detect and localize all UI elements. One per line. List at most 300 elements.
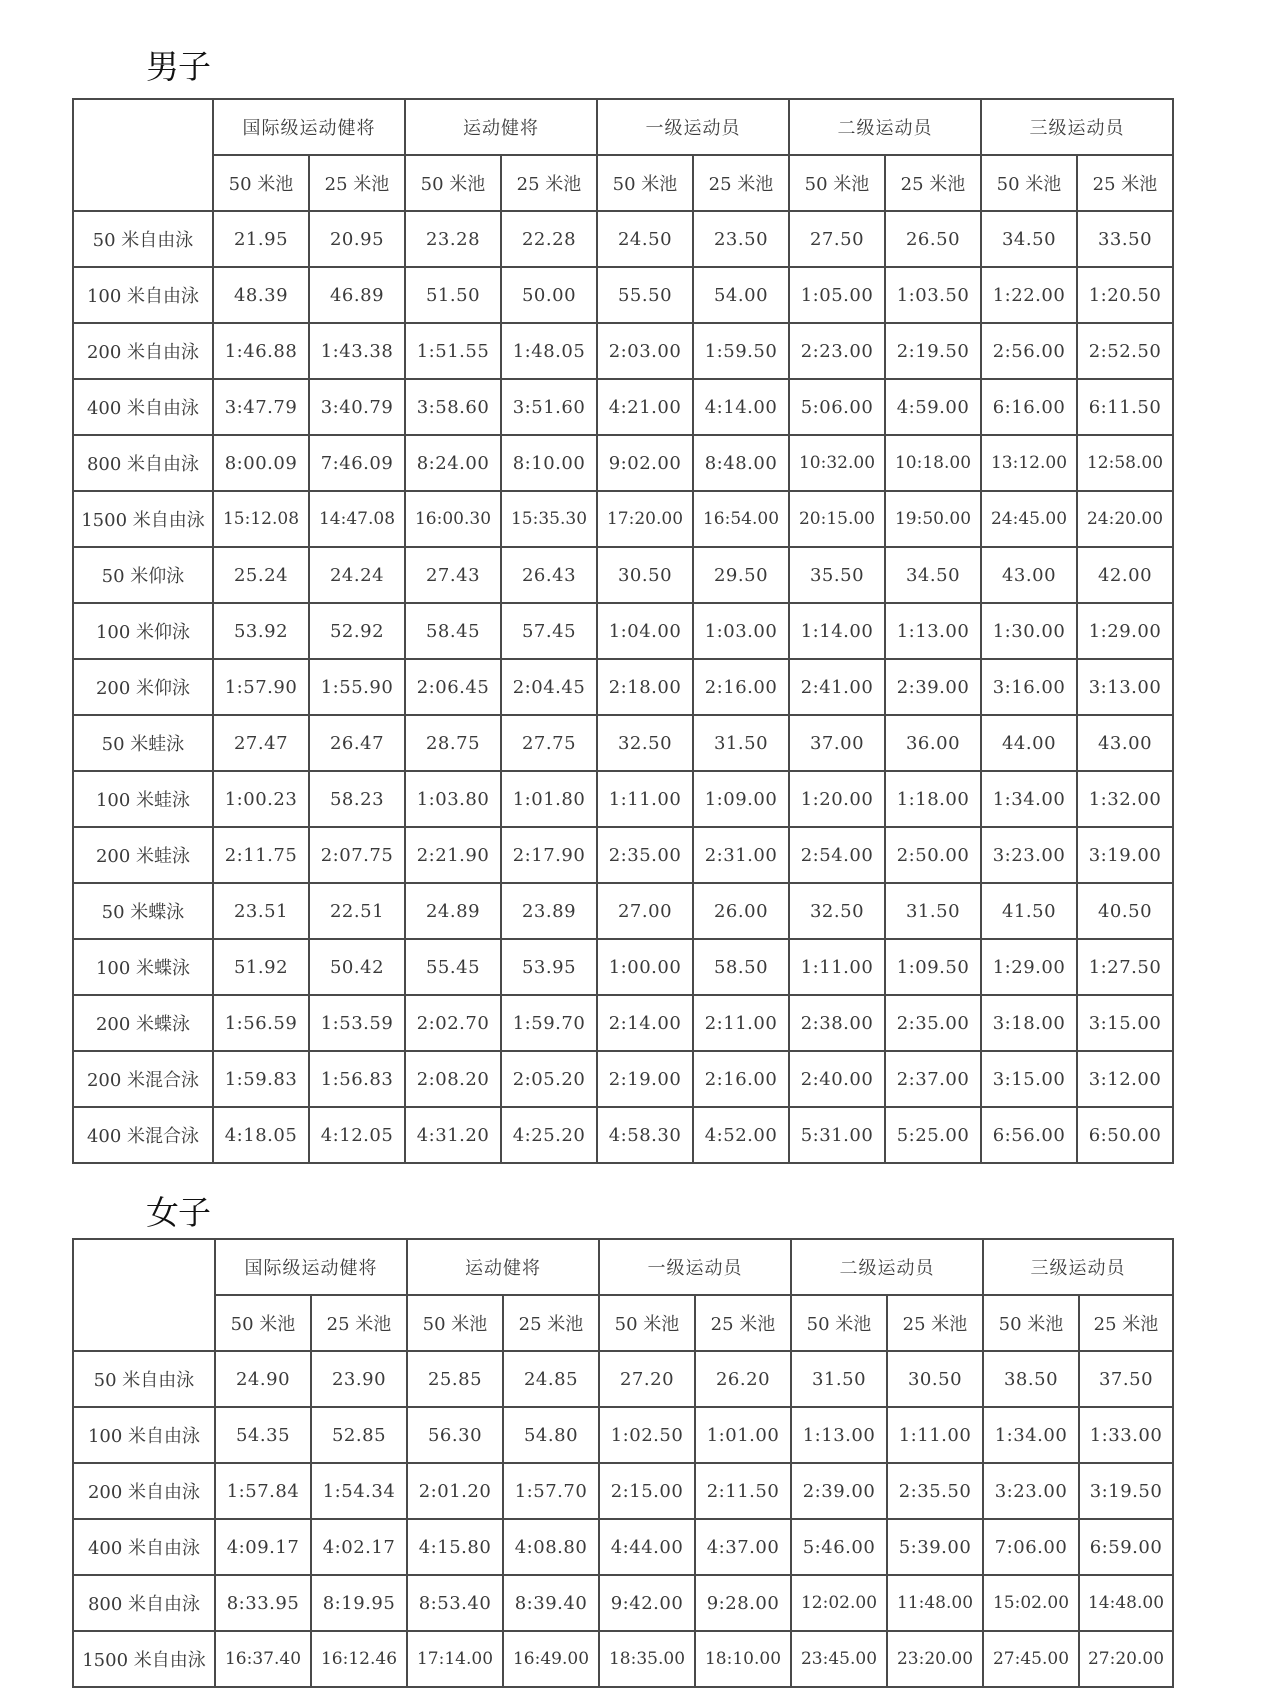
time-cell: 1:34.00 bbox=[981, 771, 1077, 827]
time-cell: 4:08.80 bbox=[503, 1519, 599, 1575]
time-cell: 1:04.00 bbox=[597, 603, 693, 659]
time-cell: 2:37.00 bbox=[885, 1051, 981, 1107]
level-header: 运动健将 bbox=[407, 1239, 599, 1295]
time-cell: 55.50 bbox=[597, 267, 693, 323]
time-cell: 1:01.00 bbox=[695, 1407, 791, 1463]
time-cell: 2:04.45 bbox=[501, 659, 597, 715]
time-cell: 22.28 bbox=[501, 211, 597, 267]
event-name-cell: 400 米混合泳 bbox=[73, 1107, 213, 1163]
time-cell: 2:31.00 bbox=[693, 827, 789, 883]
time-cell: 2:56.00 bbox=[981, 323, 1077, 379]
time-cell: 15:02.00 bbox=[983, 1575, 1079, 1631]
time-cell: 20.95 bbox=[309, 211, 405, 267]
table-row bbox=[73, 995, 1173, 1051]
time-cell: 2:15.00 bbox=[599, 1463, 695, 1519]
time-cell: 27.75 bbox=[501, 715, 597, 771]
time-cell: 6:11.50 bbox=[1077, 379, 1173, 435]
time-cell: 24.24 bbox=[309, 547, 405, 603]
time-cell: 3:23.00 bbox=[981, 827, 1077, 883]
time-cell: 55.45 bbox=[405, 939, 501, 995]
time-cell: 4:21.00 bbox=[597, 379, 693, 435]
time-cell: 2:14.00 bbox=[597, 995, 693, 1051]
time-cell: 4:44.00 bbox=[599, 1519, 695, 1575]
time-cell: 3:47.79 bbox=[213, 379, 309, 435]
time-cell: 37.50 bbox=[1079, 1351, 1173, 1407]
time-cell: 1:48.05 bbox=[501, 323, 597, 379]
time-cell: 18:10.00 bbox=[695, 1631, 791, 1687]
level-header-row bbox=[73, 99, 1173, 155]
time-cell: 17:14.00 bbox=[407, 1631, 503, 1687]
event-name-cell: 100 米蛙泳 bbox=[73, 771, 213, 827]
time-cell: 20:15.00 bbox=[789, 491, 885, 547]
time-cell: 18:35.00 bbox=[599, 1631, 695, 1687]
event-name-cell: 1500 米自由泳 bbox=[73, 491, 213, 547]
time-cell: 2:11.50 bbox=[695, 1463, 791, 1519]
table-row bbox=[73, 211, 1173, 267]
time-cell: 1:11.00 bbox=[789, 939, 885, 995]
time-cell: 24.89 bbox=[405, 883, 501, 939]
time-cell: 23.50 bbox=[693, 211, 789, 267]
time-cell: 32.50 bbox=[789, 883, 885, 939]
time-cell: 27.00 bbox=[597, 883, 693, 939]
time-cell: 31.50 bbox=[885, 883, 981, 939]
time-cell: 1:05.00 bbox=[789, 267, 885, 323]
table-row bbox=[73, 1631, 1173, 1687]
time-cell: 16:00.30 bbox=[405, 491, 501, 547]
table-row bbox=[73, 1407, 1173, 1463]
time-cell: 9:28.00 bbox=[695, 1575, 791, 1631]
time-cell: 2:41.00 bbox=[789, 659, 885, 715]
time-cell: 3:16.00 bbox=[981, 659, 1077, 715]
time-cell: 4:15.80 bbox=[407, 1519, 503, 1575]
time-cell: 1:57.84 bbox=[215, 1463, 311, 1519]
time-cell: 6:56.00 bbox=[981, 1107, 1077, 1163]
time-cell: 8:19.95 bbox=[311, 1575, 407, 1631]
time-cell: 1:53.59 bbox=[309, 995, 405, 1051]
level-header: 二级运动员 bbox=[789, 99, 981, 155]
table-row bbox=[73, 715, 1173, 771]
table-row bbox=[73, 491, 1173, 547]
time-cell: 9:02.00 bbox=[597, 435, 693, 491]
corner-cell bbox=[73, 99, 213, 211]
time-cell: 5:06.00 bbox=[789, 379, 885, 435]
time-cell: 2:05.20 bbox=[501, 1051, 597, 1107]
pool-header: 50 米池 bbox=[597, 155, 693, 211]
time-cell: 3:23.00 bbox=[983, 1463, 1079, 1519]
pool-header: 25 米池 bbox=[885, 155, 981, 211]
time-cell: 33.50 bbox=[1077, 211, 1173, 267]
event-name-cell: 100 米自由泳 bbox=[73, 1407, 215, 1463]
time-cell: 41.50 bbox=[981, 883, 1077, 939]
time-cell: 3:15.00 bbox=[1077, 995, 1173, 1051]
time-cell: 26.47 bbox=[309, 715, 405, 771]
table-row bbox=[73, 1519, 1173, 1575]
time-cell: 1:18.00 bbox=[885, 771, 981, 827]
time-cell: 54.80 bbox=[503, 1407, 599, 1463]
time-cell: 14:48.00 bbox=[1079, 1575, 1173, 1631]
time-cell: 3:13.00 bbox=[1077, 659, 1173, 715]
time-cell: 34.50 bbox=[885, 547, 981, 603]
time-cell: 2:35.00 bbox=[885, 995, 981, 1051]
time-cell: 1:11.00 bbox=[597, 771, 693, 827]
time-cell: 27:20.00 bbox=[1079, 1631, 1173, 1687]
time-cell: 1:30.00 bbox=[981, 603, 1077, 659]
time-cell: 42.00 bbox=[1077, 547, 1173, 603]
time-cell: 50.00 bbox=[501, 267, 597, 323]
event-name-cell: 200 米蛙泳 bbox=[73, 827, 213, 883]
time-cell: 4:02.17 bbox=[311, 1519, 407, 1575]
pool-header: 25 米池 bbox=[887, 1295, 983, 1351]
table-row bbox=[73, 1107, 1173, 1163]
time-cell: 22.51 bbox=[309, 883, 405, 939]
time-cell: 6:50.00 bbox=[1077, 1107, 1173, 1163]
time-cell: 2:21.90 bbox=[405, 827, 501, 883]
table-row bbox=[73, 659, 1173, 715]
time-cell: 2:19.50 bbox=[885, 323, 981, 379]
time-cell: 48.39 bbox=[213, 267, 309, 323]
table-row bbox=[73, 1463, 1173, 1519]
time-cell: 29.50 bbox=[693, 547, 789, 603]
time-cell: 2:03.00 bbox=[597, 323, 693, 379]
time-cell: 1:00.00 bbox=[597, 939, 693, 995]
time-cell: 15:35.30 bbox=[501, 491, 597, 547]
time-cell: 2:35.50 bbox=[887, 1463, 983, 1519]
time-cell: 35.50 bbox=[789, 547, 885, 603]
time-cell: 53.95 bbox=[501, 939, 597, 995]
time-cell: 51.50 bbox=[405, 267, 501, 323]
time-cell: 5:39.00 bbox=[887, 1519, 983, 1575]
time-cell: 30.50 bbox=[887, 1351, 983, 1407]
time-cell: 1:09.50 bbox=[885, 939, 981, 995]
table-row bbox=[73, 603, 1173, 659]
pool-header: 50 米池 bbox=[215, 1295, 311, 1351]
time-cell: 23.90 bbox=[311, 1351, 407, 1407]
time-cell: 13:12.00 bbox=[981, 435, 1077, 491]
time-cell: 1:27.50 bbox=[1077, 939, 1173, 995]
time-cell: 3:19.00 bbox=[1077, 827, 1173, 883]
time-cell: 15:12.08 bbox=[213, 491, 309, 547]
time-cell: 2:23.00 bbox=[789, 323, 885, 379]
time-cell: 1:00.23 bbox=[213, 771, 309, 827]
time-cell: 50.42 bbox=[309, 939, 405, 995]
time-cell: 2:18.00 bbox=[597, 659, 693, 715]
time-cell: 2:35.00 bbox=[597, 827, 693, 883]
event-name-cell: 200 米蝶泳 bbox=[73, 995, 213, 1051]
time-cell: 1:59.50 bbox=[693, 323, 789, 379]
time-cell: 1:46.88 bbox=[213, 323, 309, 379]
time-cell: 2:07.75 bbox=[309, 827, 405, 883]
time-cell: 2:06.45 bbox=[405, 659, 501, 715]
time-cell: 6:59.00 bbox=[1079, 1519, 1173, 1575]
pool-header-row bbox=[73, 155, 1173, 211]
time-cell: 5:25.00 bbox=[885, 1107, 981, 1163]
time-cell: 4:37.00 bbox=[695, 1519, 791, 1575]
time-cell: 1:56.59 bbox=[213, 995, 309, 1051]
men-standards-table bbox=[72, 98, 1174, 1164]
table-row bbox=[73, 267, 1173, 323]
time-cell: 4:09.17 bbox=[215, 1519, 311, 1575]
time-cell: 2:01.20 bbox=[407, 1463, 503, 1519]
time-cell: 23:45.00 bbox=[791, 1631, 887, 1687]
time-cell: 2:08.20 bbox=[405, 1051, 501, 1107]
time-cell: 1:20.50 bbox=[1077, 267, 1173, 323]
level-header: 运动健将 bbox=[405, 99, 597, 155]
time-cell: 1:29.00 bbox=[1077, 603, 1173, 659]
time-cell: 16:37.40 bbox=[215, 1631, 311, 1687]
event-name-cell: 100 米自由泳 bbox=[73, 267, 213, 323]
pool-header: 25 米池 bbox=[693, 155, 789, 211]
event-name-cell: 50 米自由泳 bbox=[73, 211, 213, 267]
pool-header: 50 米池 bbox=[789, 155, 885, 211]
time-cell: 8:48.00 bbox=[693, 435, 789, 491]
time-cell: 58.45 bbox=[405, 603, 501, 659]
time-cell: 23.89 bbox=[501, 883, 597, 939]
time-cell: 30.50 bbox=[597, 547, 693, 603]
event-name-cell: 200 米仰泳 bbox=[73, 659, 213, 715]
time-cell: 10:18.00 bbox=[885, 435, 981, 491]
time-cell: 1:32.00 bbox=[1077, 771, 1173, 827]
pool-header: 25 米池 bbox=[695, 1295, 791, 1351]
time-cell: 3:18.00 bbox=[981, 995, 1077, 1051]
time-cell: 16:49.00 bbox=[503, 1631, 599, 1687]
time-cell: 5:31.00 bbox=[789, 1107, 885, 1163]
table-row bbox=[73, 771, 1173, 827]
time-cell: 1:57.90 bbox=[213, 659, 309, 715]
event-name-cell: 50 米仰泳 bbox=[73, 547, 213, 603]
time-cell: 4:52.00 bbox=[693, 1107, 789, 1163]
time-cell: 2:50.00 bbox=[885, 827, 981, 883]
time-cell: 1:33.00 bbox=[1079, 1407, 1173, 1463]
time-cell: 4:18.05 bbox=[213, 1107, 309, 1163]
pool-header: 50 米池 bbox=[983, 1295, 1079, 1351]
time-cell: 8:10.00 bbox=[501, 435, 597, 491]
time-cell: 36.00 bbox=[885, 715, 981, 771]
time-cell: 2:17.90 bbox=[501, 827, 597, 883]
time-cell: 28.75 bbox=[405, 715, 501, 771]
pool-header: 50 米池 bbox=[405, 155, 501, 211]
time-cell: 1:20.00 bbox=[789, 771, 885, 827]
time-cell: 26.50 bbox=[885, 211, 981, 267]
time-cell: 8:33.95 bbox=[215, 1575, 311, 1631]
time-cell: 38.50 bbox=[983, 1351, 1079, 1407]
event-name-cell: 400 米自由泳 bbox=[73, 379, 213, 435]
time-cell: 10:32.00 bbox=[789, 435, 885, 491]
level-header: 三级运动员 bbox=[981, 99, 1173, 155]
time-cell: 37.00 bbox=[789, 715, 885, 771]
time-cell: 56.30 bbox=[407, 1407, 503, 1463]
pool-header: 25 米池 bbox=[309, 155, 405, 211]
time-cell: 26.43 bbox=[501, 547, 597, 603]
time-cell: 1:09.00 bbox=[693, 771, 789, 827]
time-cell: 58.50 bbox=[693, 939, 789, 995]
time-cell: 16:54.00 bbox=[693, 491, 789, 547]
time-cell: 51.92 bbox=[213, 939, 309, 995]
level-header: 一级运动员 bbox=[597, 99, 789, 155]
time-cell: 3:58.60 bbox=[405, 379, 501, 435]
time-cell: 1:55.90 bbox=[309, 659, 405, 715]
time-cell: 4:31.20 bbox=[405, 1107, 501, 1163]
event-name-cell: 200 米自由泳 bbox=[73, 323, 213, 379]
time-cell: 1:02.50 bbox=[599, 1407, 695, 1463]
time-cell: 19:50.00 bbox=[885, 491, 981, 547]
pool-header: 25 米池 bbox=[503, 1295, 599, 1351]
event-name-cell: 50 米自由泳 bbox=[73, 1351, 215, 1407]
time-cell: 43.00 bbox=[981, 547, 1077, 603]
event-name-cell: 200 米自由泳 bbox=[73, 1463, 215, 1519]
table-row bbox=[73, 883, 1173, 939]
pool-header: 25 米池 bbox=[311, 1295, 407, 1351]
time-cell: 32.50 bbox=[597, 715, 693, 771]
time-cell: 31.50 bbox=[693, 715, 789, 771]
time-cell: 57.45 bbox=[501, 603, 597, 659]
time-cell: 9:42.00 bbox=[599, 1575, 695, 1631]
time-cell: 24:45.00 bbox=[981, 491, 1077, 547]
time-cell: 44.00 bbox=[981, 715, 1077, 771]
level-header: 国际级运动健将 bbox=[215, 1239, 407, 1295]
time-cell: 2:40.00 bbox=[789, 1051, 885, 1107]
level-header: 三级运动员 bbox=[983, 1239, 1173, 1295]
time-cell: 23:20.00 bbox=[887, 1631, 983, 1687]
level-header: 一级运动员 bbox=[599, 1239, 791, 1295]
time-cell: 23.28 bbox=[405, 211, 501, 267]
pool-header: 25 米池 bbox=[1077, 155, 1173, 211]
time-cell: 54.35 bbox=[215, 1407, 311, 1463]
time-cell: 24.85 bbox=[503, 1351, 599, 1407]
time-cell: 1:01.80 bbox=[501, 771, 597, 827]
time-cell: 3:19.50 bbox=[1079, 1463, 1173, 1519]
time-cell: 2:16.00 bbox=[693, 659, 789, 715]
time-cell: 4:25.20 bbox=[501, 1107, 597, 1163]
women-section-title: 女子 bbox=[146, 1193, 210, 1232]
time-cell: 58.23 bbox=[309, 771, 405, 827]
time-cell: 1:43.38 bbox=[309, 323, 405, 379]
men-section-title: 男子 bbox=[146, 47, 210, 86]
pool-header: 50 米池 bbox=[791, 1295, 887, 1351]
time-cell: 3:15.00 bbox=[981, 1051, 1077, 1107]
time-cell: 52.92 bbox=[309, 603, 405, 659]
event-name-cell: 800 米自由泳 bbox=[73, 1575, 215, 1631]
time-cell: 1:54.34 bbox=[311, 1463, 407, 1519]
time-cell: 27.43 bbox=[405, 547, 501, 603]
time-cell: 27:45.00 bbox=[983, 1631, 1079, 1687]
corner-cell bbox=[73, 1239, 215, 1351]
time-cell: 1:11.00 bbox=[887, 1407, 983, 1463]
time-cell: 7:46.09 bbox=[309, 435, 405, 491]
time-cell: 14:47.08 bbox=[309, 491, 405, 547]
event-name-cell: 1500 米自由泳 bbox=[73, 1631, 215, 1687]
time-cell: 8:53.40 bbox=[407, 1575, 503, 1631]
level-header-row bbox=[73, 1239, 1173, 1295]
time-cell: 54.00 bbox=[693, 267, 789, 323]
time-cell: 8:39.40 bbox=[503, 1575, 599, 1631]
time-cell: 8:00.09 bbox=[213, 435, 309, 491]
table-row bbox=[73, 547, 1173, 603]
time-cell: 1:57.70 bbox=[503, 1463, 599, 1519]
time-cell: 2:19.00 bbox=[597, 1051, 693, 1107]
time-cell: 1:59.70 bbox=[501, 995, 597, 1051]
time-cell: 3:12.00 bbox=[1077, 1051, 1173, 1107]
time-cell: 1:51.55 bbox=[405, 323, 501, 379]
pool-header: 50 米池 bbox=[213, 155, 309, 211]
time-cell: 4:58.30 bbox=[597, 1107, 693, 1163]
time-cell: 3:40.79 bbox=[309, 379, 405, 435]
time-cell: 7:06.00 bbox=[983, 1519, 1079, 1575]
time-cell: 2:11.75 bbox=[213, 827, 309, 883]
time-cell: 21.95 bbox=[213, 211, 309, 267]
time-cell: 1:03.00 bbox=[693, 603, 789, 659]
level-header: 二级运动员 bbox=[791, 1239, 983, 1295]
pool-header: 50 米池 bbox=[407, 1295, 503, 1351]
time-cell: 40.50 bbox=[1077, 883, 1173, 939]
time-cell: 2:39.00 bbox=[791, 1463, 887, 1519]
time-cell: 16:12.46 bbox=[311, 1631, 407, 1687]
time-cell: 4:14.00 bbox=[693, 379, 789, 435]
time-cell: 26.00 bbox=[693, 883, 789, 939]
time-cell: 27.50 bbox=[789, 211, 885, 267]
time-cell: 6:16.00 bbox=[981, 379, 1077, 435]
table-row bbox=[73, 827, 1173, 883]
table-row bbox=[73, 1051, 1173, 1107]
time-cell: 12:02.00 bbox=[791, 1575, 887, 1631]
time-cell: 27.20 bbox=[599, 1351, 695, 1407]
time-cell: 31.50 bbox=[791, 1351, 887, 1407]
time-cell: 24.50 bbox=[597, 211, 693, 267]
time-cell: 1:03.80 bbox=[405, 771, 501, 827]
table-row bbox=[73, 435, 1173, 491]
time-cell: 4:12.05 bbox=[309, 1107, 405, 1163]
table-row bbox=[73, 939, 1173, 995]
time-cell: 24.90 bbox=[215, 1351, 311, 1407]
time-cell: 1:13.00 bbox=[791, 1407, 887, 1463]
time-cell: 53.92 bbox=[213, 603, 309, 659]
table-row bbox=[73, 1575, 1173, 1631]
time-cell: 27.47 bbox=[213, 715, 309, 771]
time-cell: 1:13.00 bbox=[885, 603, 981, 659]
time-cell: 1:03.50 bbox=[885, 267, 981, 323]
time-cell: 2:02.70 bbox=[405, 995, 501, 1051]
event-name-cell: 200 米混合泳 bbox=[73, 1051, 213, 1107]
pool-header: 25 米池 bbox=[1079, 1295, 1173, 1351]
pool-header: 50 米池 bbox=[981, 155, 1077, 211]
table-row bbox=[73, 379, 1173, 435]
time-cell: 2:16.00 bbox=[693, 1051, 789, 1107]
time-cell: 26.20 bbox=[695, 1351, 791, 1407]
time-cell: 2:11.00 bbox=[693, 995, 789, 1051]
time-cell: 2:54.00 bbox=[789, 827, 885, 883]
event-name-cell: 50 米蛙泳 bbox=[73, 715, 213, 771]
event-name-cell: 800 米自由泳 bbox=[73, 435, 213, 491]
time-cell: 1:34.00 bbox=[983, 1407, 1079, 1463]
time-cell: 52.85 bbox=[311, 1407, 407, 1463]
time-cell: 25.85 bbox=[407, 1351, 503, 1407]
time-cell: 23.51 bbox=[213, 883, 309, 939]
time-cell: 1:59.83 bbox=[213, 1051, 309, 1107]
time-cell: 1:56.83 bbox=[309, 1051, 405, 1107]
time-cell: 34.50 bbox=[981, 211, 1077, 267]
pool-header-row bbox=[73, 1295, 1173, 1351]
time-cell: 17:20.00 bbox=[597, 491, 693, 547]
time-cell: 24:20.00 bbox=[1077, 491, 1173, 547]
time-cell: 11:48.00 bbox=[887, 1575, 983, 1631]
table-row bbox=[73, 323, 1173, 379]
time-cell: 1:14.00 bbox=[789, 603, 885, 659]
time-cell: 2:52.50 bbox=[1077, 323, 1173, 379]
table-row bbox=[73, 1351, 1173, 1407]
level-header: 国际级运动健将 bbox=[213, 99, 405, 155]
time-cell: 2:38.00 bbox=[789, 995, 885, 1051]
pool-header: 50 米池 bbox=[599, 1295, 695, 1351]
event-name-cell: 400 米自由泳 bbox=[73, 1519, 215, 1575]
